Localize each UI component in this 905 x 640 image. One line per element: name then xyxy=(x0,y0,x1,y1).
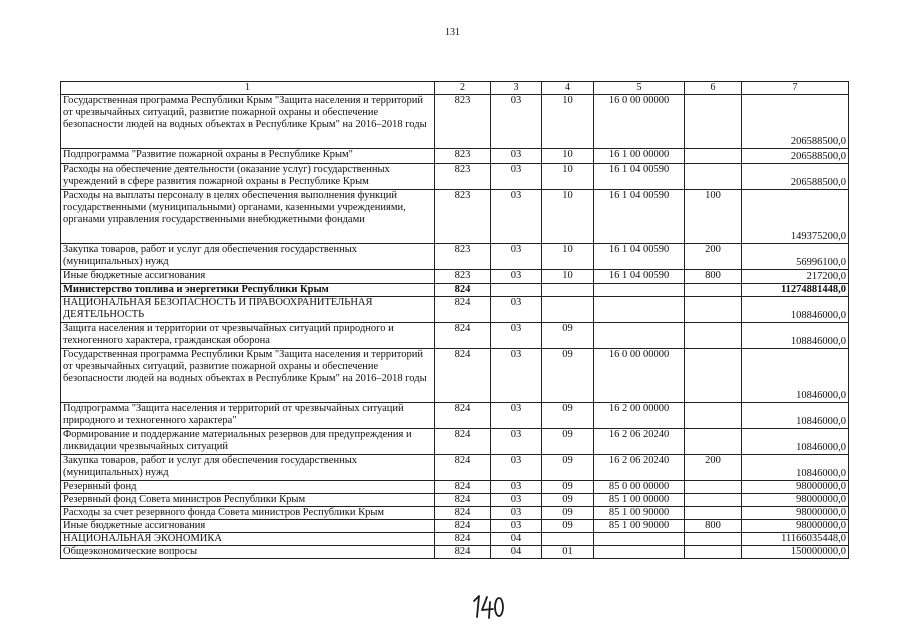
row-ministry-code: 824 xyxy=(435,481,491,494)
row-target-code xyxy=(594,533,685,546)
row-ministry-code: 824 xyxy=(435,507,491,520)
row-section-code: 03 xyxy=(491,164,542,190)
row-subsection-code: 09 xyxy=(542,507,594,520)
row-expense-type: 800 xyxy=(685,520,742,533)
row-section-code: 04 xyxy=(491,546,542,559)
row-amount: 98000000,0 xyxy=(742,520,849,533)
row-expense-type xyxy=(685,149,742,164)
row-name: Подпрограмма "Защита населения и территорий от чрезвычайных ситуаций природного и техногенного характера" xyxy=(61,403,435,429)
row-amount: 149375200,0 xyxy=(742,190,849,244)
row-target-code: 16 1 04 00590 xyxy=(594,244,685,270)
row-target-code: 85 0 00 00000 xyxy=(594,481,685,494)
row-name: Расходы на обеспечение деятельности (оказание услуг) государственных учреждений в сфере развития пожарной охраны в Республике Крым xyxy=(61,164,435,190)
table-row xyxy=(61,349,849,403)
row-ministry-code: 823 xyxy=(435,149,491,164)
row-ministry-code: 823 xyxy=(435,164,491,190)
row-ministry-code: 824 xyxy=(435,546,491,559)
row-target-code: 85 1 00 90000 xyxy=(594,507,685,520)
row-ministry-code: 824 xyxy=(435,284,491,297)
row-subsection-code: 10 xyxy=(542,190,594,244)
row-amount: 10846000,0 xyxy=(742,349,849,403)
row-ministry-code: 824 xyxy=(435,323,491,349)
column-header: 1 xyxy=(61,82,435,95)
row-name: Расходы за счет резервного фонда Совета министров Республики Крым xyxy=(61,507,435,520)
row-amount: 108846000,0 xyxy=(742,323,849,349)
row-subsection-code: 10 xyxy=(542,270,594,284)
row-amount: 150000000,0 xyxy=(742,546,849,559)
row-subsection-code: 09 xyxy=(542,349,594,403)
row-ministry-code: 823 xyxy=(435,244,491,270)
row-subsection-code: 09 xyxy=(542,494,594,507)
row-section-code: 03 xyxy=(491,429,542,455)
row-name: Министерство топлива и энергетики Республики Крым xyxy=(61,284,435,297)
row-subsection-code: 09 xyxy=(542,323,594,349)
row-target-code: 16 0 00 00000 xyxy=(594,349,685,403)
row-subsection-code: 01 xyxy=(542,546,594,559)
row-expense-type xyxy=(685,494,742,507)
table-row xyxy=(61,546,849,559)
table-row xyxy=(61,520,849,533)
table-row xyxy=(61,149,849,164)
row-expense-type xyxy=(685,323,742,349)
row-subsection-code: 09 xyxy=(542,403,594,429)
column-header: 5 xyxy=(594,82,685,95)
row-section-code: 03 xyxy=(491,270,542,284)
table-row xyxy=(61,403,849,429)
table-row xyxy=(61,190,849,244)
row-name: Закупка товаров, работ и услуг для обеспечения государственных (муниципальных) нужд xyxy=(61,455,435,481)
table-row xyxy=(61,323,849,349)
row-ministry-code: 823 xyxy=(435,270,491,284)
row-amount: 10846000,0 xyxy=(742,429,849,455)
row-amount: 11166035448,0 xyxy=(742,533,849,546)
row-name: Закупка товаров, работ и услуг для обеспечения государственных (муниципальных) нужд xyxy=(61,244,435,270)
row-amount: 10846000,0 xyxy=(742,455,849,481)
row-ministry-code: 824 xyxy=(435,520,491,533)
row-name: Резервный фонд xyxy=(61,481,435,494)
row-name: НАЦИОНАЛЬНАЯ БЕЗОПАСНОСТЬ И ПРАВООХРАНИТЕЛЬНАЯ ДЕЯТЕЛЬНОСТЬ xyxy=(61,297,435,323)
row-expense-type: 200 xyxy=(685,455,742,481)
row-target-code: 16 1 04 00590 xyxy=(594,270,685,284)
row-target-code xyxy=(594,284,685,297)
row-target-code: 85 1 00 90000 xyxy=(594,520,685,533)
table-row xyxy=(61,244,849,270)
row-subsection-code: 10 xyxy=(542,244,594,270)
row-name: Подпрограмма "Развитие пожарной охраны в Республике Крым" xyxy=(61,149,435,164)
row-name: Иные бюджетные ассигнования xyxy=(61,270,435,284)
row-name: Резервный фонд Совета министров Республики Крым xyxy=(61,494,435,507)
table-row xyxy=(61,284,849,297)
row-subsection-code: 10 xyxy=(542,95,594,149)
row-subsection-code: 09 xyxy=(542,520,594,533)
column-header: 4 xyxy=(542,82,594,95)
row-section-code: 03 xyxy=(491,494,542,507)
row-name: Формирование и поддержание материальных резервов для предупреждения и ликвидации чрезвычайных ситуаций xyxy=(61,429,435,455)
row-amount: 98000000,0 xyxy=(742,481,849,494)
budget-table xyxy=(60,81,849,559)
table-row xyxy=(61,270,849,284)
row-target-code: 85 1 00 00000 xyxy=(594,494,685,507)
row-target-code xyxy=(594,546,685,559)
row-target-code: 16 2 00 00000 xyxy=(594,403,685,429)
row-subsection-code: 10 xyxy=(542,164,594,190)
row-amount: 108846000,0 xyxy=(742,297,849,323)
table-row xyxy=(61,95,849,149)
page-number: 131 xyxy=(445,27,460,38)
row-target-code: 16 2 06 20240 xyxy=(594,455,685,481)
row-expense-type xyxy=(685,403,742,429)
row-target-code xyxy=(594,323,685,349)
table-row xyxy=(61,507,849,520)
table-body xyxy=(61,95,849,559)
row-ministry-code: 823 xyxy=(435,95,491,149)
row-expense-type xyxy=(685,164,742,190)
row-expense-type: 100 xyxy=(685,190,742,244)
row-section-code xyxy=(491,284,542,297)
row-name: Общеэкономические вопросы xyxy=(61,546,435,559)
handwritten-page-number xyxy=(471,593,505,619)
row-ministry-code: 824 xyxy=(435,297,491,323)
row-amount: 206588500,0 xyxy=(742,95,849,149)
row-subsection-code xyxy=(542,297,594,323)
row-expense-type xyxy=(685,481,742,494)
row-ministry-code: 824 xyxy=(435,455,491,481)
column-header: 6 xyxy=(685,82,742,95)
row-name: НАЦИОНАЛЬНАЯ ЭКОНОМИКА xyxy=(61,533,435,546)
table-row xyxy=(61,429,849,455)
row-expense-type xyxy=(685,507,742,520)
row-expense-type xyxy=(685,95,742,149)
row-target-code xyxy=(594,297,685,323)
row-subsection-code xyxy=(542,533,594,546)
row-section-code: 03 xyxy=(491,244,542,270)
row-target-code: 16 2 06 20240 xyxy=(594,429,685,455)
row-ministry-code: 824 xyxy=(435,349,491,403)
row-section-code: 04 xyxy=(491,533,542,546)
row-target-code: 16 1 04 00590 xyxy=(594,164,685,190)
row-section-code: 03 xyxy=(491,507,542,520)
row-ministry-code: 824 xyxy=(435,429,491,455)
row-section-code: 03 xyxy=(491,190,542,244)
row-section-code: 03 xyxy=(491,149,542,164)
row-ministry-code: 823 xyxy=(435,190,491,244)
row-section-code: 03 xyxy=(491,349,542,403)
row-ministry-code: 824 xyxy=(435,403,491,429)
table-row xyxy=(61,533,849,546)
table-row xyxy=(61,481,849,494)
table-row xyxy=(61,297,849,323)
column-header: 2 xyxy=(435,82,491,95)
row-target-code: 16 1 00 00000 xyxy=(594,149,685,164)
row-subsection-code: 09 xyxy=(542,481,594,494)
table-row xyxy=(61,164,849,190)
row-amount: 10846000,0 xyxy=(742,403,849,429)
row-ministry-code: 824 xyxy=(435,533,491,546)
row-amount: 98000000,0 xyxy=(742,507,849,520)
row-subsection-code: 09 xyxy=(542,455,594,481)
table-row xyxy=(61,455,849,481)
row-subsection-code: 09 xyxy=(542,429,594,455)
row-name: Государственная программа Республики Крым "Защита населения и территорий от чрезвычайных ситуаций, развитие пожарной охраны и обеспечение безопасности людей на водных объектах в Республике Крым" на 2016–2018 годы xyxy=(61,349,435,403)
row-name: Защита населения и территории от чрезвычайных ситуаций природного и техногенного характера, гражданская оборона xyxy=(61,323,435,349)
row-section-code: 03 xyxy=(491,455,542,481)
table-row xyxy=(61,494,849,507)
row-expense-type xyxy=(685,297,742,323)
column-header: 7 xyxy=(742,82,849,95)
row-expense-type xyxy=(685,349,742,403)
row-amount: 11274881448,0 xyxy=(742,284,849,297)
row-expense-type xyxy=(685,546,742,559)
row-section-code: 03 xyxy=(491,95,542,149)
row-amount: 206588500,0 xyxy=(742,149,849,164)
row-amount: 206588500,0 xyxy=(742,164,849,190)
row-name: Государственная программа Республики Крым "Защита населения и территорий от чрезвычайных ситуаций, развитие пожарной охраны и обеспечение безопасности людей на водных объектах в Республике Крым" на 2016–2018 годы xyxy=(61,95,435,149)
row-expense-type xyxy=(685,284,742,297)
row-expense-type xyxy=(685,533,742,546)
row-expense-type: 200 xyxy=(685,244,742,270)
row-amount: 217200,0 xyxy=(742,270,849,284)
row-amount: 98000000,0 xyxy=(742,494,849,507)
row-expense-type xyxy=(685,429,742,455)
row-subsection-code xyxy=(542,284,594,297)
row-name: Иные бюджетные ассигнования xyxy=(61,520,435,533)
row-target-code: 16 0 00 00000 xyxy=(594,95,685,149)
row-name: Расходы на выплаты персоналу в целях обеспечения выполнения функций государственными (муниципальными) органами, казенными учреждениями, органами управления государственными внебюджетными фондами xyxy=(61,190,435,244)
column-number-row xyxy=(61,82,849,95)
row-target-code: 16 1 04 00590 xyxy=(594,190,685,244)
row-ministry-code: 824 xyxy=(435,494,491,507)
row-section-code: 03 xyxy=(491,520,542,533)
row-subsection-code: 10 xyxy=(542,149,594,164)
column-header: 3 xyxy=(491,82,542,95)
row-section-code: 03 xyxy=(491,297,542,323)
row-section-code: 03 xyxy=(491,481,542,494)
row-section-code: 03 xyxy=(491,403,542,429)
row-amount: 56996100,0 xyxy=(742,244,849,270)
row-expense-type: 800 xyxy=(685,270,742,284)
row-section-code: 03 xyxy=(491,323,542,349)
